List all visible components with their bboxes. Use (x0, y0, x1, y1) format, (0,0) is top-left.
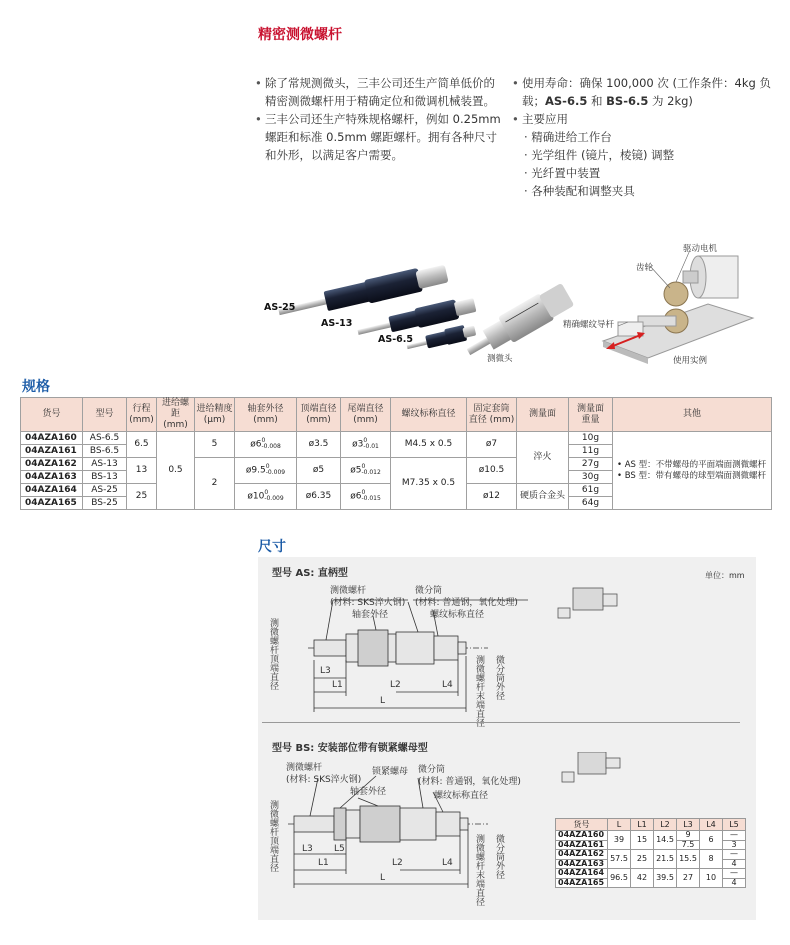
label-gear: 齿轮 (636, 263, 654, 273)
l3-cell: 15.5 (677, 850, 700, 869)
dth-l1: L1 (631, 819, 654, 831)
code-cell: 04AZA161 (21, 445, 83, 458)
stroke-cell: 13 (127, 458, 157, 484)
model-cell: AS-6.5 (83, 432, 127, 445)
bs-l2: L2 (392, 858, 403, 868)
spec-table (20, 397, 772, 510)
dth-l4: L4 (700, 819, 723, 831)
l1-cell: 42 (631, 869, 654, 888)
model-cell: AS-13 (83, 458, 127, 471)
dims-table (555, 818, 746, 888)
dth-l5: L5 (723, 819, 746, 831)
intro-bullet-2: • 三丰公司还生产特殊规格螺杆，例如 0.25mm 螺距和标准 0.5mm 螺距螺杆。拥有各种尺寸和外形，以满足客户需要。 (255, 110, 505, 164)
th-stem: 固定套筒 直径 (mm) (467, 398, 517, 432)
thread-cell: M7.35 x 0.5 (391, 458, 467, 510)
photo-label-head: 测微头 (487, 354, 513, 364)
as-thread-label: 螺纹标称直径 (430, 610, 485, 620)
l5-cell: — (723, 850, 746, 860)
bs-locknut-label: 锁紧螺母 (372, 767, 409, 777)
l5-cell: 4 (723, 878, 746, 888)
l1-cell: 15 (631, 831, 654, 850)
th-tip: 顶端直径 (mm) (297, 398, 341, 432)
apps-heading: • 主要应用 (512, 110, 772, 128)
dth-l: L (608, 819, 631, 831)
bs-title: 型号 BS: 安装部位带有锁紧螺母型 (272, 743, 428, 754)
model-cell: BS-25 (83, 497, 127, 510)
as-spindle-tip-label: 测微螺杆顶端直径 (268, 618, 278, 690)
spec-header-row (21, 398, 772, 432)
intro-left (255, 74, 505, 164)
l-cell: 39 (608, 831, 631, 850)
model-cell: BS-13 (83, 471, 127, 484)
as-l2: L2 (390, 680, 401, 690)
as-l3: L3 (320, 666, 331, 676)
dims-header-row (556, 819, 746, 831)
bs-l4: L4 (442, 858, 453, 868)
th-face: 测量面 (517, 398, 569, 432)
as-thimble-label: 微分筒 (415, 586, 443, 596)
weight-cell: 27g (569, 458, 613, 471)
code-cell: 04AZA164 (21, 484, 83, 497)
face-cell: 淬火 (517, 432, 569, 484)
l5-cell: 3 (723, 840, 746, 850)
sleeve-cell: ø60 -0.008 (235, 432, 297, 458)
pitch-cell: 0.5 (157, 432, 195, 510)
code-cell: 04AZA162 (556, 850, 608, 860)
table-row (556, 869, 746, 879)
as-spindle-label: 测微螺杆 (330, 586, 367, 596)
photo-label-as65: AS-6.5 (378, 334, 413, 345)
code-cell: 04AZA165 (556, 878, 608, 888)
bs-sleeve-label: 轴套外径 (350, 787, 387, 797)
app-item: · 光学组件 (镜片，棱镜) 调整 (524, 148, 675, 162)
table-row (556, 831, 746, 841)
l4-cell: 6 (700, 831, 723, 850)
model-cell: BS-6.5 (83, 445, 127, 458)
code-cell: 04AZA165 (21, 497, 83, 510)
sleeve-cell: ø100 -0.009 (235, 484, 297, 510)
bs-l3: L3 (302, 844, 313, 854)
l2-cell: 14.5 (654, 831, 677, 850)
photo-label-as25: AS-25 (264, 302, 296, 313)
application-example (598, 236, 758, 371)
dims-divider (262, 722, 740, 723)
page-title: 精密测微螺杆 (258, 27, 342, 43)
tail-cell: ø50 -0.012 (341, 458, 391, 484)
app-item: · 光纤置中装置 (524, 166, 601, 180)
product-photo (255, 240, 595, 370)
bs-l: L (380, 873, 386, 883)
l4-cell: 8 (700, 850, 723, 869)
bs-l1: L1 (318, 858, 329, 868)
l5-cell: 4 (723, 859, 746, 869)
app-item: · 精确进给工作台 (524, 130, 612, 144)
dth-code: 货号 (556, 819, 608, 831)
life-bullet: • 使用寿命：确保 100,000 次 (工作条件：4kg 负载；AS-6.5 和 BS-6.5 为 2kg) (512, 74, 772, 110)
model-cell: AS-25 (83, 484, 127, 497)
bs-thimble-material: (材料: 普通钢，氧化处理) (418, 777, 521, 787)
face-cell: 硬质合金头 (517, 484, 569, 510)
th-code: 货号 (21, 398, 83, 432)
dims-title: 尺寸 (258, 539, 286, 555)
th-model: 型号 (83, 398, 127, 432)
as-spindle-material: (材料: SKS淬火钢) (330, 598, 406, 608)
as-l: L (380, 696, 386, 706)
other-cell: • AS 型：不带螺母的平面端面测微螺杆 • BS 型：带有螺母的球型端面测微螺杆 (613, 432, 772, 510)
stroke-cell: 6.5 (127, 432, 157, 458)
spec-title: 规格 (22, 379, 50, 395)
code-cell: 04AZA163 (21, 471, 83, 484)
tail-cell: ø60 -0.015 (341, 484, 391, 510)
table-row (556, 850, 746, 860)
l3-cell: 27 (677, 869, 700, 888)
weight-cell: 64g (569, 497, 613, 510)
l-cell: 57.5 (608, 850, 631, 869)
l3-cell: 7.5 (677, 840, 700, 850)
bs-spindle-material: (材料: SKS淬火钢) (286, 775, 362, 785)
l2-cell: 39.5 (654, 869, 677, 888)
as-spindle-tail-label: 测微螺杆末端直径 (474, 655, 484, 727)
as-thimble-material: (材料: 普通钢，氧化处理) (415, 598, 518, 608)
l-cell: 96.5 (608, 869, 631, 888)
as-l1: L1 (332, 680, 343, 690)
label-motor: 驱动电机 (683, 244, 718, 254)
l4-cell: 10 (700, 869, 723, 888)
l2-cell: 21.5 (654, 850, 677, 869)
bs-spindle-tail-label: 测微螺杆末端直径 (474, 834, 484, 906)
app-item: · 各种装配和调整夹具 (524, 184, 635, 198)
bs-spindle-label: 测微螺杆 (286, 763, 323, 773)
intro-bullet-1: • 除了常规测微头，三丰公司还生产简单低价的精密测微螺杆用于精确定位和微调机械装置。 (255, 74, 505, 110)
weight-cell: 11g (569, 445, 613, 458)
code-cell: 04AZA162 (21, 458, 83, 471)
label-screw: 精确螺纹导杆 (563, 320, 615, 330)
weight-cell: 10g (569, 432, 613, 445)
as-l4: L4 (442, 680, 453, 690)
bs-l5: L5 (334, 844, 345, 854)
bs-spindle-tip-label: 测微螺杆顶端直径 (268, 800, 278, 872)
th-pitch: 进给螺距 (mm) (157, 398, 195, 432)
sleeve-cell: ø9.50 -0.009 (235, 458, 297, 484)
tip-cell: ø6.35 (297, 484, 341, 510)
intro-right (512, 74, 772, 200)
stem-cell: ø10.5 (467, 458, 517, 484)
label-example: 使用实例 (673, 356, 708, 366)
tip-cell: ø3.5 (297, 432, 341, 458)
l3-cell: 9 (677, 831, 700, 841)
as-thimble-od-label: 微分筒外径 (494, 655, 504, 700)
code-cell: 04AZA161 (556, 840, 608, 850)
l1-cell: 25 (631, 850, 654, 869)
th-thread: 螺纹标称直径 (391, 398, 467, 432)
code-cell: 04AZA163 (556, 859, 608, 869)
l5-cell: — (723, 831, 746, 841)
code-cell: 04AZA164 (556, 869, 608, 879)
dth-l3: L3 (677, 819, 700, 831)
photo-label-as13: AS-13 (321, 318, 353, 329)
th-tail: 尾端直径 (mm) (341, 398, 391, 432)
dth-l2: L2 (654, 819, 677, 831)
stem-cell: ø12 (467, 484, 517, 510)
accuracy-cell: 2 (195, 458, 235, 510)
weight-cell: 61g (569, 484, 613, 497)
l5-cell: — (723, 869, 746, 879)
stem-cell: ø7 (467, 432, 517, 458)
th-stroke: 行程 (mm) (127, 398, 157, 432)
thread-cell: M4.5 x 0.5 (391, 432, 467, 458)
as-title: 型号 AS: 直柄型 (272, 568, 348, 579)
unit-label: 单位：mm (705, 571, 745, 580)
accuracy-cell: 5 (195, 432, 235, 458)
code-cell: 04AZA160 (21, 432, 83, 445)
th-accuracy: 进给精度 (μm) (195, 398, 235, 432)
as-sleeve-label: 轴套外径 (352, 610, 389, 620)
th-other: 其他 (613, 398, 772, 432)
weight-cell: 30g (569, 471, 613, 484)
bs-thread-label: 螺纹标称直径 (434, 791, 489, 801)
th-weight: 测量面 重量 (569, 398, 613, 432)
tail-cell: ø30 -0.01 (341, 432, 391, 458)
code-cell: 04AZA160 (556, 831, 608, 841)
bs-thimble-label: 微分筒 (418, 765, 446, 775)
th-sleeve: 轴套外径 (mm) (235, 398, 297, 432)
table-row (21, 432, 772, 445)
stroke-cell: 25 (127, 484, 157, 510)
bs-thimble-od-label: 微分筒外径 (494, 834, 504, 879)
tip-cell: ø5 (297, 458, 341, 484)
